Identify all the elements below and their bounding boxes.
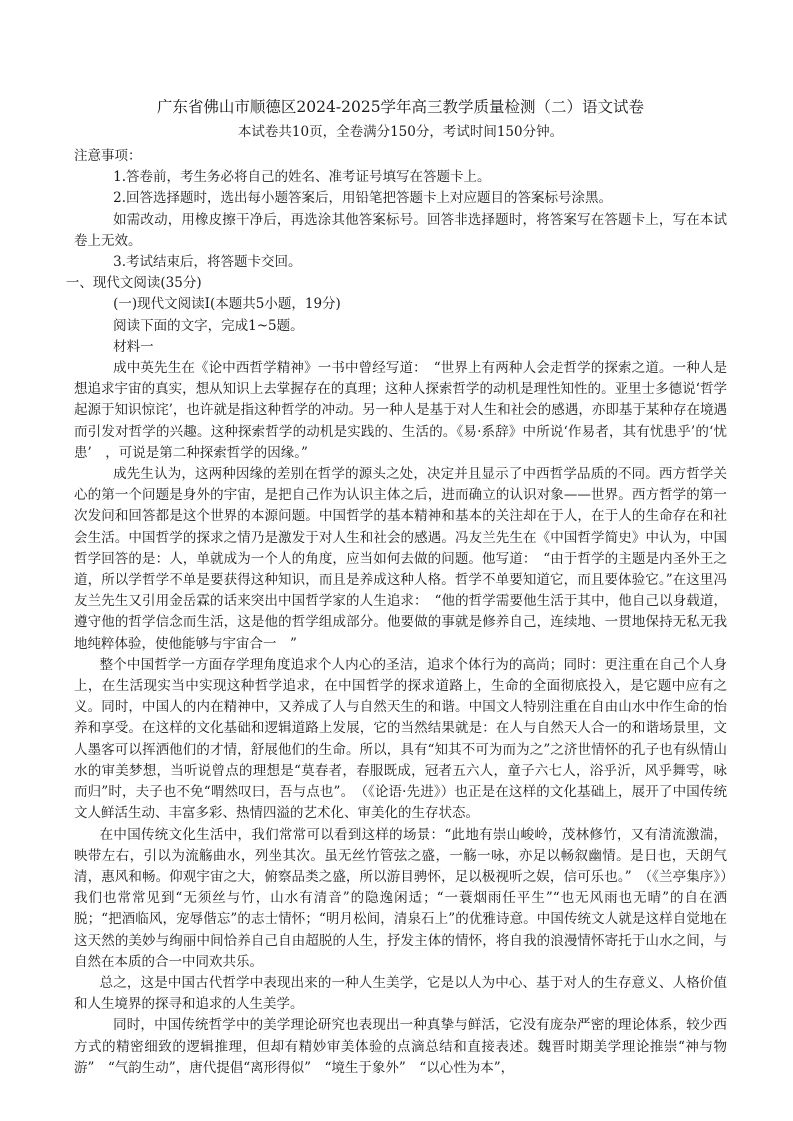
paragraph-4: 在中国传统文化生活中，我们常常可以看到这样的场景：“此地有崇山峻岭，茂林修竹，又有清流激湍，映带左右，引以为流觞曲水，列坐其次。虽无丝竹管弦之盛，一觞一咏，亦足以畅叙幽情。是日也，天朗气清，惠风和畅。仰观宇宙之大，俯察品类之盛，所以游目骋怀，足以极视听之娱，信可乐也。” （《兰亭集序》）我们也常常见到“无须丝与竹，山水有清音”的隐逸闲适；“一蓑烟雨任平生”“也无风雨也无晴”的自在洒脱；“把酒临风，宠辱偕忘”的志士情怀；“明月松间，清泉石上”的优雅诗意。中国传统文人就是这样自觉地在这天然的美妙与绚丽中间恰养自己自由超脱的人生，抒发主体的情怀，将自我的浪漫情怀寄托于山水之间，与自然在本质的合一中同欢共乐。 bbox=[74, 826, 727, 970]
material-label: 材料一 bbox=[113, 338, 154, 355]
paragraph-2: 成先生认为，这两种因缘的差别在哲学的源头之处，决定并且显示了中西哲学品质的不同。西方哲学关心的第一个问题是身外的宇宙，是把自己作为认识主体之后，进而确立的认识对象——世界。西方哲学的第一次发问和回答都是这个世界的本源问题。中国哲学的基本精神和基本的关注却在于人，在于人的生命存在和社会生活。中国哲学的探求之情乃是激发于对人生和社会的感遇。冯友兰先生在《中国哲学简史》中认为，中国哲学回答的是：人，单就成为一个人的角度，应当如何去做的问题。他写道： “由于哲学的主题是内圣外王之道，所以学哲学不单是要获得这种知识，而且是养成这种人格。哲学不单要知道它，而且要体验它。”在这里冯友兰先生又引用金岳霖的话来突出中国哲学家的人生追求： “他的哲学需要他生活于其中，他自己以身载道，遵守他的哲学信念而生活，这是他的哲学组成部分。他要做的事就是修养自己，连续地、一贯地保持无私无我地纯粹体验，使他能够与宇宙合一 ” bbox=[74, 466, 727, 652]
exam-title: 广东省佛山市顺德区2024-2025学年高三教学质量检测（二）语文试卷 bbox=[156, 98, 645, 116]
exam-subtitle: 本试卷共10页，全卷满分150分，考试时间150分钟。 bbox=[237, 124, 564, 140]
notice-item-1: 1.答卷前，考生务必将自己的姓名、准考证号填写在答题卡上。 bbox=[113, 169, 491, 186]
paragraph-5: 总之，这是中国古代哲学中表现出来的一种人生美学，它是以人为中心、基于对人的生存意义、人格价值和人生境界的探寻和追求的人生美学。 bbox=[74, 974, 727, 1013]
notice-item-3: 如需改动，用橡皮擦干净后，再选涂其他答案标号。回答非选择题时，将答案写在答题卡上，写在本试卷上无效。 bbox=[74, 211, 727, 249]
reading-instruction: 阅读下面的文字，完成1~5题。 bbox=[113, 317, 304, 334]
notice-item-2: 2.回答选择题时，选出每小题答案后，用铅笔把答题卡上对应题目的答案标号涂黑。 bbox=[113, 190, 613, 207]
section-heading: 一、现代文阅读(35分) bbox=[65, 275, 202, 292]
paragraph-3: 整个中国哲学一方面存学理角度追求个人内心的圣洁，追求个体行为的高尚；同时：更注重在自己个人身上，在生活现实当中实现这种哲学追求，在中国哲学的探求道路上，生命的全面彻底投入，是它题中应有之义。同时，中国人的内在精神中，又养成了人与自然天生的和谐。中国文人特别注重在自由山水中作生命的怡养和享受。在这样的文化基础和逻辑道路上发展，它的当然结果就是：在人与自然天人合一的和谐场景里，文人墨客可以挥洒他们的才情，舒展他们的生命。所以，具有“知其不可为而为之”之济世情怀的孔子也有纵情山水的审美梦想，当听说曾点的理想是“莫春者，春服既成，冠者五六人，童子六七人，浴乎沂，风乎舞雩，咏而归”时，夫子也不免“喟然叹曰，吾与点也”。 （《论语·先进》）也正是在这样的文化基础上，展开了中国传统文人鲜活生动、丰富多彩、热情四溢的艺术化、审美化的生存状态。 bbox=[74, 656, 727, 822]
notice-label: 注意事项： bbox=[74, 148, 142, 164]
notice-item-4: 3.考试结束后，将答题卡交回。 bbox=[113, 254, 302, 271]
paragraph-6: 同时，中国传统哲学中的美学理论研究也表现出一种真挚与鲜活，它没有庞杂严密的理论体系，较少西方式的精密细致的逻辑推理，但却有精妙审美体验的点滴总结和直接表述。魏晋时期美学理论推崇“神与物游” “气韵生动”，唐代提倡“离形得似” “境生于象外” “以心性为本”， bbox=[74, 1017, 727, 1076]
sub-section-heading: (一)现代文阅读Ⅰ(本题共5小题，19分) bbox=[113, 296, 341, 313]
paragraph-1: 成中英先生在《论中西哲学精神》一书中曾经写道： “世界上有两种人会走哲学的探索之道。一种人是想追求宇宙的真实，想从知识上去掌握存在的真理；这种人探索哲学的动机是理性知性的。亚里士多德说‘哲学起源于知识惊诧’，也许就是指这种哲学的冲动。另一种人是基于对人生和社会的感遇，亦即基于某种存在境遇而引发对哲学的兴趣。这种探索哲学的动机是实践的、生活的。《易·系辞》中所说‘作易者，其有忧患乎’的‘忧患’ ，可说是第二种探索哲学的因缘。” bbox=[74, 360, 727, 461]
